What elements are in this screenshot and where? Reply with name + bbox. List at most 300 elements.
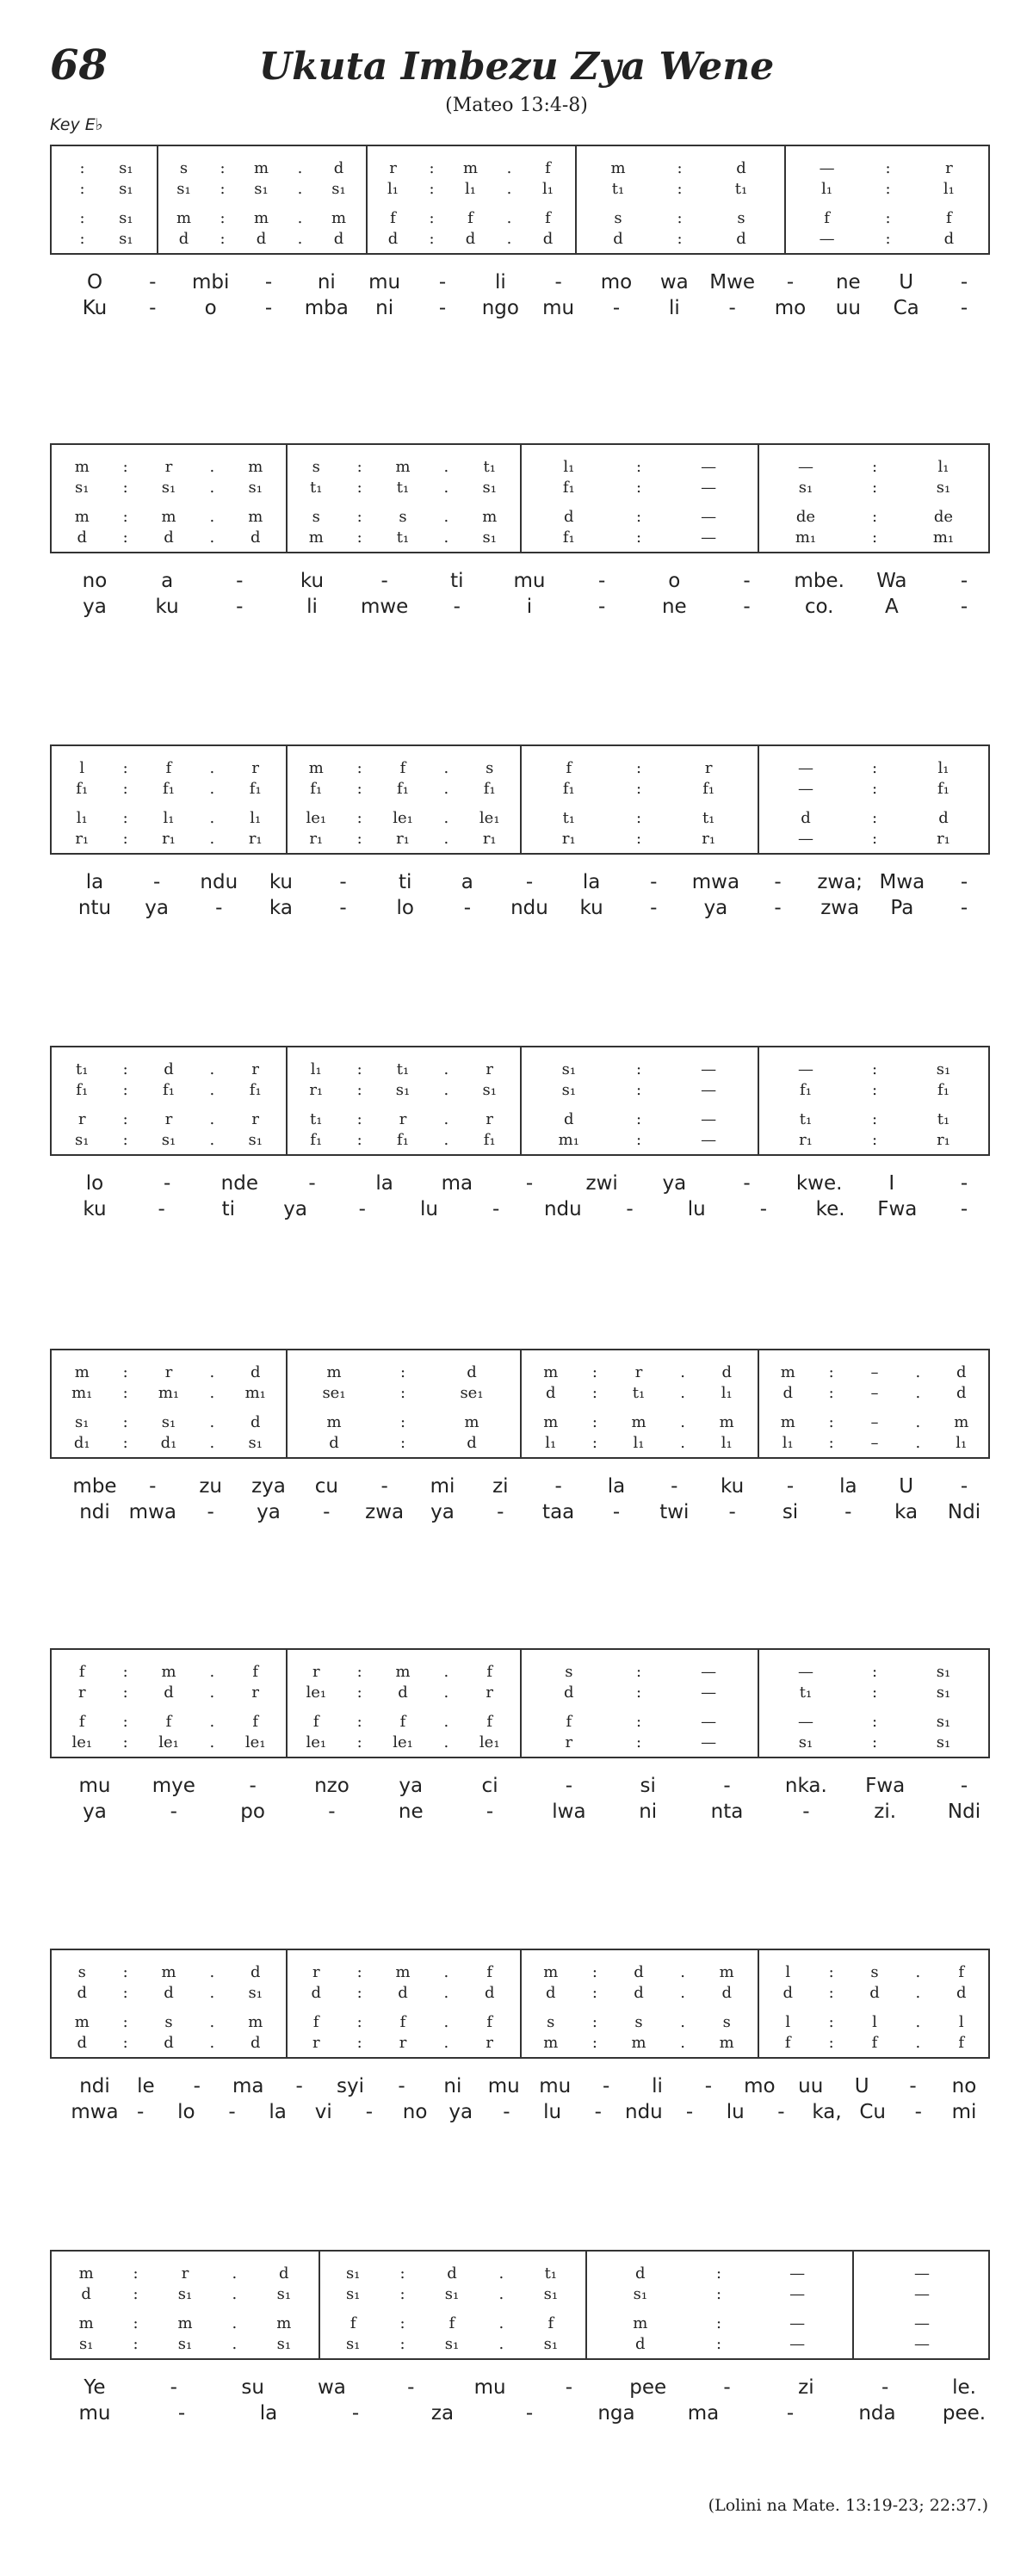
note-token: : — [122, 1663, 128, 1681]
note-token: . — [680, 1363, 685, 1381]
note-token: r — [486, 2034, 494, 2052]
lyric-syllable: - — [774, 897, 782, 919]
note-token: — — [701, 528, 717, 547]
note-token: s — [565, 1663, 573, 1681]
note-token: . — [680, 1963, 685, 1981]
lyric-syllable: ya — [430, 1501, 455, 1523]
note-token: f — [547, 2314, 554, 2332]
note-token: l₁ — [937, 458, 949, 476]
note-row — [52, 2313, 988, 2334]
note-token: l₁ — [563, 458, 575, 476]
lyric-syllable: - — [170, 1801, 177, 1823]
lyric-syllable: su — [241, 2376, 264, 2399]
note-token: m — [308, 759, 324, 777]
note-token: r — [486, 1683, 494, 1702]
note-token: m — [780, 1413, 795, 1431]
note-token: m — [631, 1413, 646, 1431]
note-token: . — [209, 458, 215, 476]
note-token: m₁ — [71, 1384, 93, 1402]
note-token: d — [782, 1384, 794, 1402]
note-token: s₁ — [482, 528, 497, 547]
note-token: d — [250, 528, 261, 547]
note-token: d — [564, 1683, 574, 1702]
note-token: : — [122, 1110, 128, 1128]
note-token: : — [399, 2285, 405, 2303]
note-row — [52, 457, 988, 478]
note-token: : — [122, 1384, 128, 1402]
note-row — [52, 1662, 988, 1683]
note-token: . — [443, 759, 449, 777]
lyric-syllable: ka, — [812, 2101, 842, 2123]
note-token: f — [349, 2314, 356, 2332]
lyric-syllable: - — [438, 271, 447, 293]
note-token: d₁ — [160, 1434, 177, 1452]
note-token: d — [635, 2335, 646, 2353]
lyric-syllable: Ca — [893, 297, 919, 319]
lyric-syllable: - — [365, 2101, 374, 2123]
note-token: le₁ — [71, 1733, 93, 1751]
note-token: d — [77, 2034, 88, 2052]
note-token: : — [591, 1984, 597, 2002]
note-token: m — [161, 508, 176, 526]
note-token: d — [164, 1984, 174, 2002]
note-token: : — [399, 1384, 406, 1402]
note-token: — — [798, 1663, 813, 1681]
note-token: : — [356, 1984, 362, 2002]
lyric-syllable: Ndi — [947, 1501, 981, 1523]
note-token: d — [250, 1413, 261, 1431]
lyric-syllable: - — [650, 897, 658, 919]
lyric-syllable: - — [137, 2101, 145, 2123]
note-token: s — [312, 508, 320, 526]
note-token: . — [209, 1733, 215, 1751]
note-token: s₁ — [248, 1131, 263, 1149]
note-token: f₁ — [702, 780, 715, 798]
note-token: m — [74, 508, 90, 526]
lyric-syllable: li — [668, 297, 680, 319]
lyric-syllable: - — [960, 1198, 968, 1220]
note-token: : — [356, 759, 362, 777]
note-token: d — [398, 1683, 408, 1702]
lyric-syllable: - — [158, 1198, 165, 1220]
note-token: : — [356, 1110, 362, 1128]
lyric-syllable: Pa — [890, 897, 914, 919]
note-token: . — [209, 528, 215, 547]
lyric-syllable: mu — [513, 570, 546, 592]
note-token: s₁ — [161, 1413, 176, 1431]
note-token: . — [209, 830, 215, 848]
lyric-syllable: - — [844, 1501, 852, 1523]
note-token: d — [467, 1434, 477, 1452]
note-token: m₁ — [158, 1384, 180, 1402]
note-token: m₁ — [795, 528, 817, 547]
note-token: : — [356, 1131, 362, 1149]
note-token: m — [719, 1963, 734, 1981]
lyric-syllable: - — [909, 2075, 917, 2097]
note-token: . — [209, 1131, 215, 1149]
lyric-syllable: mbe — [72, 1475, 117, 1498]
lyric-syllable: twi — [659, 1501, 690, 1523]
note-token: f — [486, 2013, 493, 2031]
note-token: s₁ — [543, 2285, 559, 2303]
note-token: . — [209, 809, 215, 827]
note-token: d — [387, 230, 399, 248]
lyric-syllable: po — [240, 1801, 265, 1823]
note-token: — — [701, 1683, 717, 1702]
lyric-syllable: U — [899, 1475, 914, 1498]
lyric-syllable: mu — [78, 2402, 111, 2425]
note-token: d — [164, 528, 174, 547]
note-token: . — [443, 1963, 449, 1981]
note-token: : — [591, 1434, 597, 1452]
note-token: . — [232, 2264, 238, 2283]
lyric-line — [0, 1499, 1033, 1525]
note-token: : — [871, 1713, 878, 1731]
note-token: f — [312, 1713, 319, 1731]
note-token: m — [248, 458, 263, 476]
note-token: : — [871, 1110, 878, 1128]
note-token: s₁ — [543, 2335, 559, 2353]
note-token: s₁ — [444, 2285, 460, 2303]
note-token: l — [785, 2013, 791, 2031]
note-token: l₁ — [937, 759, 949, 777]
note-token: . — [209, 1963, 215, 1981]
note-token: r — [389, 159, 397, 177]
lyric-syllable: mwa — [71, 2101, 119, 2123]
lyric-line — [0, 1773, 1033, 1799]
lyric-syllable: - — [152, 871, 161, 893]
note-row — [52, 1983, 988, 2004]
note-token: : — [871, 809, 878, 827]
lyric-line — [0, 1171, 1033, 1196]
lyric-syllable: - — [492, 1198, 500, 1220]
note-token: t₁ — [310, 1110, 323, 1128]
note-token: : — [635, 1683, 642, 1702]
note-token: d — [329, 1434, 339, 1452]
note-token: — — [789, 2264, 806, 2283]
note-token: l₁ — [310, 1060, 322, 1078]
note-token: : — [122, 1363, 128, 1381]
note-token: — — [701, 479, 717, 497]
note-token: : — [591, 2013, 597, 2031]
note-token: — — [789, 2314, 806, 2332]
note-token: f₁ — [76, 1081, 89, 1099]
note-token: r — [164, 1110, 173, 1128]
note-token: . — [680, 1384, 685, 1402]
note-token: r — [251, 1110, 260, 1128]
note-token: d — [635, 2264, 646, 2283]
note-token: f — [390, 209, 396, 227]
note-token: f₁ — [397, 1131, 409, 1149]
note-token: — — [914, 2285, 930, 2303]
lyric-syllable: ti — [398, 871, 412, 893]
note-token: t₁ — [76, 1060, 89, 1078]
note-token: : — [122, 1963, 128, 1981]
lyric-syllable: Ye — [84, 2376, 106, 2399]
note-token: . — [443, 1713, 449, 1731]
note-token: : — [122, 528, 128, 547]
lyric-syllable: - — [249, 1775, 257, 1797]
note-token: : — [79, 159, 85, 177]
note-row — [52, 1362, 988, 1383]
lyric-syllable: - — [602, 2075, 610, 2097]
lyric-syllable: zwa — [365, 1501, 405, 1523]
note-token: s₁ — [482, 479, 497, 497]
lyric-syllable: - — [960, 1172, 968, 1195]
note-token: : — [122, 1060, 128, 1078]
note-token: m — [161, 1963, 176, 1981]
lyric-syllable: - — [339, 871, 347, 893]
note-token: s₁ — [119, 209, 133, 227]
note-token: l₁ — [633, 1434, 645, 1452]
note-token: f — [486, 1713, 493, 1731]
note-token: l₁ — [76, 809, 88, 827]
note-token: s — [737, 209, 745, 227]
note-row — [52, 1383, 988, 1404]
note-token: : — [635, 508, 642, 526]
note-token: : — [635, 809, 642, 827]
note-token: . — [443, 809, 449, 827]
note-token: r₁ — [75, 830, 90, 848]
lyric-syllable: ndu — [543, 1198, 582, 1220]
lyric-syllable: ne — [398, 1801, 424, 1823]
lyric-syllable: ndu — [510, 897, 548, 919]
note-token: r — [164, 1363, 173, 1381]
lyric-syllable: - — [626, 1198, 634, 1220]
lyric-syllable: no — [82, 570, 108, 592]
note-row — [52, 208, 988, 229]
note-token: d — [956, 1984, 967, 2002]
lyric-syllable: mo — [774, 297, 807, 319]
lyric-syllable: zya — [251, 1475, 286, 1498]
lyric-syllable: ya — [448, 2101, 473, 2123]
note-token: : — [429, 159, 435, 177]
note-token: se₁ — [460, 1384, 484, 1402]
note-token: r — [945, 159, 953, 177]
note-token: d — [311, 1984, 322, 2002]
lyric-syllable: ku — [269, 871, 294, 893]
note-token: m — [954, 1413, 969, 1431]
note-token: s — [164, 2013, 173, 2031]
note-token: de — [933, 508, 954, 526]
lyric-syllable: o — [668, 570, 681, 592]
note-token: d — [564, 1110, 574, 1128]
note-token: : — [871, 830, 878, 848]
note-token: r₁ — [396, 830, 410, 848]
lyric-line — [0, 895, 1033, 921]
lyric-syllable: U — [899, 271, 914, 293]
lyric-syllable: - — [565, 2376, 573, 2399]
lyric-syllable: mye — [152, 1775, 195, 1797]
note-token: — — [701, 1733, 717, 1751]
lyric-line — [0, 1799, 1033, 1825]
note-token: — — [701, 458, 717, 476]
note-row — [52, 1130, 988, 1151]
note-token: s₁ — [248, 1434, 263, 1452]
note-token: le₁ — [306, 809, 327, 827]
note-token: r₁ — [702, 830, 716, 848]
note-token: l₁ — [542, 180, 554, 198]
note-token: s — [614, 209, 622, 227]
note-token: d — [250, 1963, 261, 1981]
note-token: f₁ — [483, 1131, 496, 1149]
lyric-syllable: - — [786, 271, 795, 293]
note-token: : — [635, 1060, 642, 1078]
note-token: : — [122, 1131, 128, 1149]
note-token: d — [81, 2285, 91, 2303]
lyric-syllable: - — [525, 871, 534, 893]
note-token: : — [828, 1434, 834, 1452]
note-token: : — [871, 759, 878, 777]
note-token: : — [122, 1713, 128, 1731]
note-token: — — [701, 1060, 717, 1078]
note-token: : — [635, 1081, 642, 1099]
note-token: — — [701, 1713, 717, 1731]
note-token: m — [74, 2013, 90, 2031]
note-token: t₁ — [702, 809, 715, 827]
lyric-syllable: ku — [155, 596, 179, 618]
note-token: : — [399, 1434, 406, 1452]
lyric-syllable: - — [802, 1801, 810, 1823]
lyric-syllable: mwa — [691, 871, 740, 893]
lyric-syllable: - — [193, 2075, 201, 2097]
lyric-syllable: ni — [639, 1801, 658, 1823]
note-token: . — [209, 1984, 215, 2002]
lyric-syllable: - — [960, 897, 968, 919]
note-token: d — [77, 528, 88, 547]
lyric-syllable: ni — [443, 2075, 462, 2097]
lyric-syllable: - — [728, 297, 736, 319]
note-token: – — [870, 1413, 879, 1431]
note-token: s — [179, 159, 189, 177]
lyric-syllable: li — [306, 596, 318, 618]
note-token: f — [467, 209, 473, 227]
note-token: – — [870, 1434, 879, 1452]
note-token: . — [443, 508, 449, 526]
note-token: s₁ — [331, 180, 346, 198]
lyric-syllable: lu — [419, 1198, 438, 1220]
note-token: . — [209, 2034, 215, 2052]
note-token: m — [248, 508, 263, 526]
note-token: m — [543, 1413, 559, 1431]
lyric-syllable: kwe. — [795, 1172, 843, 1195]
lyric-line — [0, 1473, 1033, 1499]
note-token: : — [399, 1363, 406, 1381]
note-token: : — [79, 209, 85, 227]
lyric-syllable: mba — [304, 297, 349, 319]
note-token: s₁ — [119, 230, 133, 248]
note-token: : — [871, 1683, 878, 1702]
note-token: . — [443, 479, 449, 497]
note-token: : — [871, 1060, 878, 1078]
note-token: : — [399, 2335, 405, 2353]
note-token: : — [429, 180, 435, 198]
note-token: m — [633, 2314, 648, 2332]
lyric-syllable: Cu — [859, 2101, 886, 2123]
note-token: r — [312, 1963, 320, 1981]
note-token: f — [252, 1663, 259, 1681]
lyric-syllable: - — [685, 2101, 694, 2123]
note-token: m — [78, 2264, 94, 2283]
lyric-syllable: no — [951, 2075, 977, 2097]
note-token: : — [429, 230, 435, 248]
note-token: — — [798, 1713, 813, 1731]
note-token: s₁ — [248, 479, 263, 497]
note-token: . — [209, 759, 215, 777]
lyric-syllable: nzo — [314, 1775, 349, 1797]
note-token: m₁ — [558, 1131, 579, 1149]
note-token: t₁ — [562, 809, 576, 827]
note-token: . — [680, 1413, 685, 1431]
note-token: l₁ — [721, 1434, 733, 1452]
note-token: le₁ — [479, 1733, 500, 1751]
note-token: . — [443, 780, 449, 798]
note-token: : — [635, 479, 642, 497]
note-token: : — [715, 2285, 722, 2303]
lyric-syllable: - — [554, 271, 562, 293]
note-token: . — [209, 1413, 215, 1431]
note-token: : — [885, 159, 891, 177]
lyric-syllable: - — [339, 897, 347, 919]
note-token: : — [635, 1110, 642, 1128]
lyric-line — [0, 295, 1033, 321]
note-token: . — [209, 1081, 215, 1099]
staff-system — [50, 145, 990, 255]
note-row — [52, 1080, 988, 1101]
note-token: . — [232, 2314, 238, 2332]
lyric-syllable: co. — [804, 596, 834, 618]
note-token: f — [824, 209, 830, 227]
note-token: m — [253, 209, 269, 227]
lyric-line — [0, 568, 1033, 594]
note-token: : — [356, 830, 362, 848]
lyric-syllable: wa — [659, 271, 689, 293]
note-token: . — [443, 1110, 449, 1128]
note-row — [52, 808, 988, 829]
note-token: : — [399, 2264, 405, 2283]
note-token: . — [915, 1434, 921, 1452]
note-token: . — [443, 1060, 449, 1078]
staff-system — [50, 744, 990, 855]
note-token: f₁ — [562, 780, 575, 798]
lyric-syllable: uu — [798, 2075, 824, 2097]
note-token: r — [312, 2034, 320, 2052]
note-token: f — [545, 159, 551, 177]
note-token: f — [566, 1713, 572, 1731]
note-token: : — [828, 1963, 834, 1981]
note-token: — — [701, 1081, 717, 1099]
lyric-syllable: O — [86, 271, 103, 293]
note-token: r — [704, 759, 713, 777]
note-token: d — [164, 1683, 174, 1702]
lyric-syllable: - — [525, 2402, 534, 2425]
note-token: : — [122, 479, 128, 497]
lyric-syllable: zwa; — [817, 871, 863, 893]
lyric-syllable: - — [960, 271, 968, 293]
note-token: s₁ — [395, 1081, 411, 1099]
lyric-syllable: - — [351, 2402, 360, 2425]
lyric-syllable: a — [461, 871, 473, 893]
note-token: m — [464, 1413, 479, 1431]
note-token: f — [399, 759, 406, 777]
note-token: . — [498, 2264, 504, 2283]
note-token: . — [297, 180, 303, 198]
note-token: t₁ — [937, 1110, 950, 1128]
note-token: m₁ — [932, 528, 955, 547]
note-token: : — [122, 1081, 128, 1099]
lyric-syllable: Mwa — [879, 871, 925, 893]
note-token: . — [680, 2034, 685, 2052]
